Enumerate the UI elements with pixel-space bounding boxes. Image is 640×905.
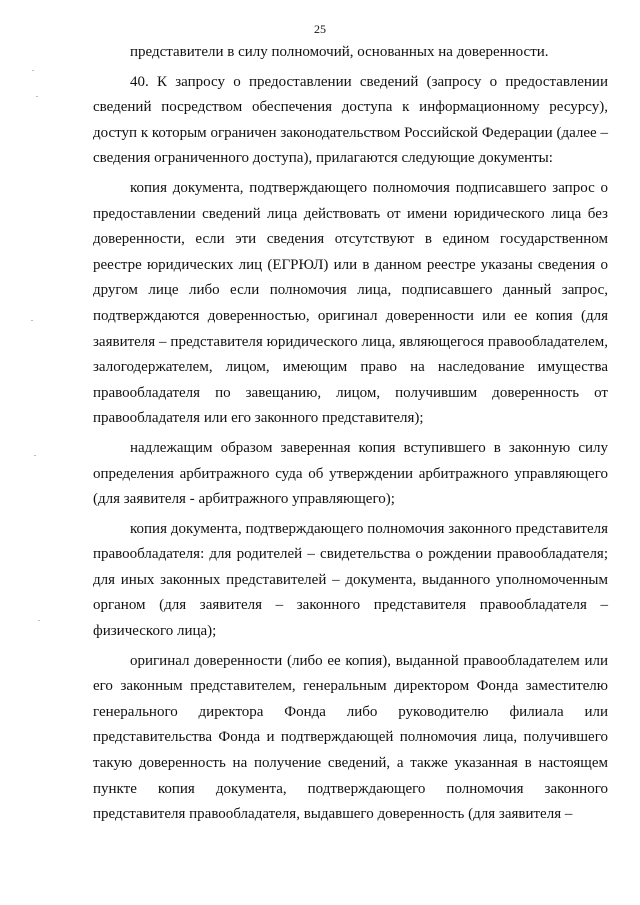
- paragraph-legal-representative: копия документа, подтверждающего полномочия законного представителя правообладателя: для родителей – свидетельства о рождении правообладателя; для иных законных представителей – документа, выданного уполномоченным органом (для заявителя – законного представителя правообладателя – физического лица);: [93, 520, 608, 640]
- paragraph-clause-40: 40. К запросу о предоставлении сведений (запросу о предоставлении сведений посредством обеспечения доступа к информационному ресурсу), доступ к которым ограничен законодательством Российской Федерации (далее – сведения ограниченного доступа), прилагаются следующие документы:: [93, 73, 608, 167]
- paragraph-document-copy: копия документа, подтверждающего полномочия подписавшего запрос о предоставлении сведений лица действовать от имени юридического лица без доверенности, если эти сведения отсутствуют в едином государственном реестре юридических лиц (ЕГРЮЛ) или в данном реестре указаны сведения о другом лице либо если полномочия лица, подписавшего данный запрос, подтверждаются доверенностью, оригинал доверенности или ее копия (для заявителя – представителя юридического лица, являющегося правообладателем, залогодержателем, лицом, имеющим право на наследование имущества правообладателя по завещанию, лицом, получившим доверенность от правообладателя или его законного представителя);: [93, 179, 608, 427]
- paragraph-continuation: представители в силу полномочий, основанных на доверенности.: [130, 44, 549, 60]
- paragraph-power-of-attorney: оригинал доверенности (либо ее копия), выданной правообладателем или его законным представителем, генеральным директором Фонда заместителю генерального директора Фонда либо руководителю филиала или представительства Фонда и подтверждающей полномочия лица, получившего такую доверенность на получение сведений, а также указанная в настоящем пункте копия документа, подтверждающего полномочия законного представителя правообладателя, выдавшего доверенность (для заявителя –: [93, 652, 608, 823]
- scan-specks: [30, 60, 42, 660]
- paragraph-arbitration: надлежащим образом заверенная копия вступившего в законную силу определения арбитражного суда об утверждении арбитражного управляющего (для заявителя - арбитражного управляющего);: [93, 439, 608, 508]
- document-body: [93, 40, 608, 832]
- page-number: 25: [314, 22, 326, 36]
